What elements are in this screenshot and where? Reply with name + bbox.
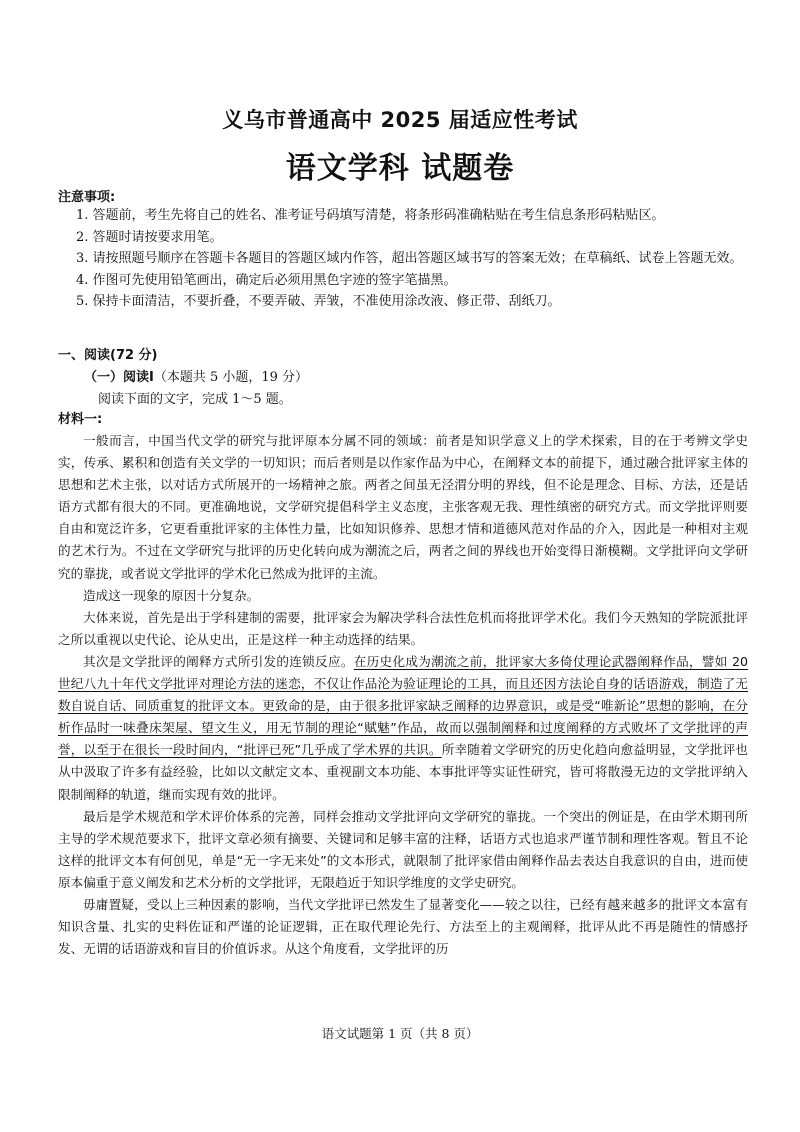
reading-passage [58,430,748,960]
passage-paragraph: 一般而言，中国当代文学的研究与批评原本分属不同的领域：前者是知识学意义上的学术探索，目的在于考辨文学史实，传承、累积和创造有关文学的一切知识；而后者则是以作家作品为中心，在阐释文本的前提下，通过融合批评家主体的思想和艺术主张，以对话方式所展开的一场精神之旅。两者之间虽无泾渭分明的界线，但不论是理念、目标、方法，还是话语方式都有很大的不同。更准确地说，文学研究提倡科学主义态度，主张客观无我、理性缜密的研究方式。而文学批评则要自由和宽泛许多，它更看重批评家的主体性力量，比如知识修养、思想才情和道德风范对作品的介入，因此是一种相对主观的艺术行为。不过在文学研究与批评的历史化转向成为潮流之后，两者之间的界线也开始变得日渐模糊。文学批评向文学研究的靠拢，或者说文学批评的学术化已然成为批评的主流。 [58,433,748,581]
passage-paragraph: 造成这一现象的原因十分复杂。 [83,587,260,603]
exam-subtitle: 语文学科 试题卷 [285,151,515,186]
section-heading: 一、阅读(72 分) [58,348,158,363]
note-item: 3. 请按照题号顺序在答题卡各题目的答题区域内作答，超出答题区域书写的答案无效；在草稿纸、试卷上答题无效。 [76,251,743,266]
passage-paragraph: 大体来说，首先是出于学科建制的需要，批评家会为解决学科合法性危机而将批评学术化。我们今天熟知的学院派批评之所以重视以史代论、论从史出，正是这样一种主动选择的结果。 [58,609,748,647]
subsection-heading [84,366,308,385]
note-item: 4. 作图可先使用铅笔画出，确定后必须用黑色字迹的签字笔描黑。 [76,272,457,288]
reading-instruction: 阅读下面的文字，完成 1～5 题。 [98,392,292,407]
passage-paragraph: 最后是学术规范和学术评价体系的完善，同样会推动文学批评向文学研究的靠拢。一个突出的例证是，在由学术期刊所主导的学术规范要求下，批评文章必须有摘要、关键词和足够丰富的注释，话语方式也追求严谨节制和理性客观。暂且不论这样的批评文本有何创见，单是“无一字无来处”的文本形式，就限制了批评家借由阐释作品去表达自我意识的自由，进而使原本偏重于意义阐发和艺术分析的文学批评，无限趋近于知识学维度的文学史研究。 [58,808,748,890]
notes-list [58,205,748,313]
underlined-passage: 在历史化成为潮流之前，批评家大多倚仗理论武器阐释作品，譬如 20 世纪八九十年代文学批评对理论方法的迷恋，不仅让作品沦为验证理论的工具，而且还因方法论自身的话语游戏，制造了无数自说自话、同质重复的批评文本。更致命的是，由于很多批评家缺乏阐释的边界意识，或是受“唯新论”思想的影响，在分析作品时一味叠床架屋、望文生义，用无节制的理论“赋魅”作品，故而以强制阐释和过度阐释的方式败坏了文学批评的声誉，以至于在很长一段时间内，“批评已死”几乎成了学术界的共识。 [58,653,749,758]
exam-title: 义乌市普通高中 2025 届适应性考试 [222,108,578,132]
passage-text: 其次是文学批评的阐释方式所引发的连锁反应。 [83,653,354,669]
passage-paragraph [58,651,748,806]
notes-heading: 注意事项: [58,190,116,205]
note-item: 2. 答题时请按要求用笔。 [76,229,223,245]
note-item: 5. 保持卡面清洁，不要折叠，不要弄破、弄皱，不准使用涂改液、修正带、刮纸刀。 [76,294,561,309]
material-label: 材料一: [58,412,103,427]
page-footer: 语文试题第 1 页（共 8 页） [321,1026,479,1041]
passage-paragraph: 毋庸置疑，受以上三种因素的影响，当代文学批评已然发生了显著变化——较之以往，已经有越来越多的批评文本富有知识含量、扎实的史料佐证和严谨的论证逻辑，正在取代理论先行、方法至上的主观阐释，批评从此不再是随性的情感抒发、无谓的话语游戏和盲目的价值诉求。从这个角度看，文学批评的历 [58,896,748,957]
subsection-info: （本题共 5 小题，19 分） [153,370,309,385]
subsection-label: （一）阅读Ⅰ [84,370,154,385]
note-item: 1. 答题前，考生先将自己的姓名、准考证号码填写清楚，将条形码准确粘贴在考生信息条形码粘贴区。 [76,208,665,223]
passage-text: 所幸随着文学研究的历史化趋向愈益明显，文学批评也从中汲取了许多有益经验，比如以文献定文本、重视副文本功能、本事批评等实证性研究，皆可将散漫无边的文学批评纳入限制阐释的轨道，继而实现有效的批评。 [58,742,748,802]
